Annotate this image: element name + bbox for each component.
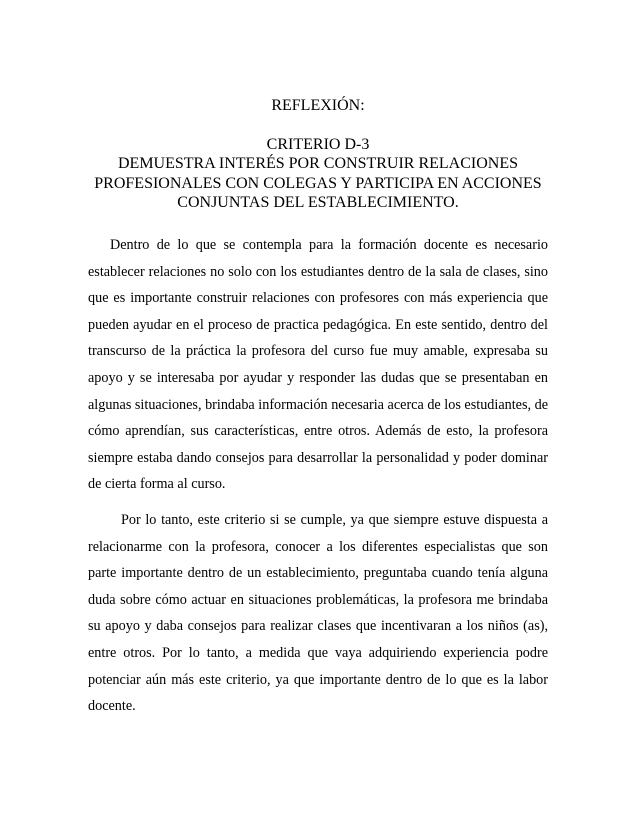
criterion-description: DEMUESTRA INTERÉS POR CONSTRUIR RELACIONES PROFESIONALES CON COLEGAS Y PARTICIPA EN ACCIONES CONJUNTAS DEL ESTABLECIMIENTO. (94, 155, 542, 211)
criterion-code: CRITERIO D-3 (266, 136, 370, 153)
body-paragraph-1: Dentro de lo que se contempla para la formación docente es necesario establecer relaciones no solo con los estudiantes dentro de la sala de clases, sino que es importante construir relaciones con profesores con más experiencia que pueden ayudar en el proceso de practica pedagógica. En este sentido, dentro del transcurso de la práctica la profesora del curso fue muy amable, expresaba su apoyo y se interesaba por ayudar y responder las dudas que se presentaban en algunas situaciones, brindaba información necesaria acerca de los estudiantes, de cómo aprendían, sus características, entre otros. Además de esto, la profesora siempre estaba dando consejos para desarrollar la personalidad y poder dominar de cierta forma al curso. (88, 237, 548, 493)
page-title: REFLEXIÓN: (271, 97, 365, 114)
body-paragraph-2: Por lo tanto, este criterio si se cumple, ya que siempre estuve dispuesta a relacionarme con la profesora, conocer a los diferentes especialistas que son parte importante dentro de un establecimiento, preguntaba cuando tenía alguna duda sobre cómo actuar en situaciones problemáticas, la profesora me brindaba su apoyo y daba consejos para realizar clases que incentivaran a los niños (as), entre otros. Por lo tanto, a medida que vaya adquiriendo experiencia podre potenciar aún más este criterio, ya que importante dentro de lo que es la labor docente. (88, 512, 548, 715)
